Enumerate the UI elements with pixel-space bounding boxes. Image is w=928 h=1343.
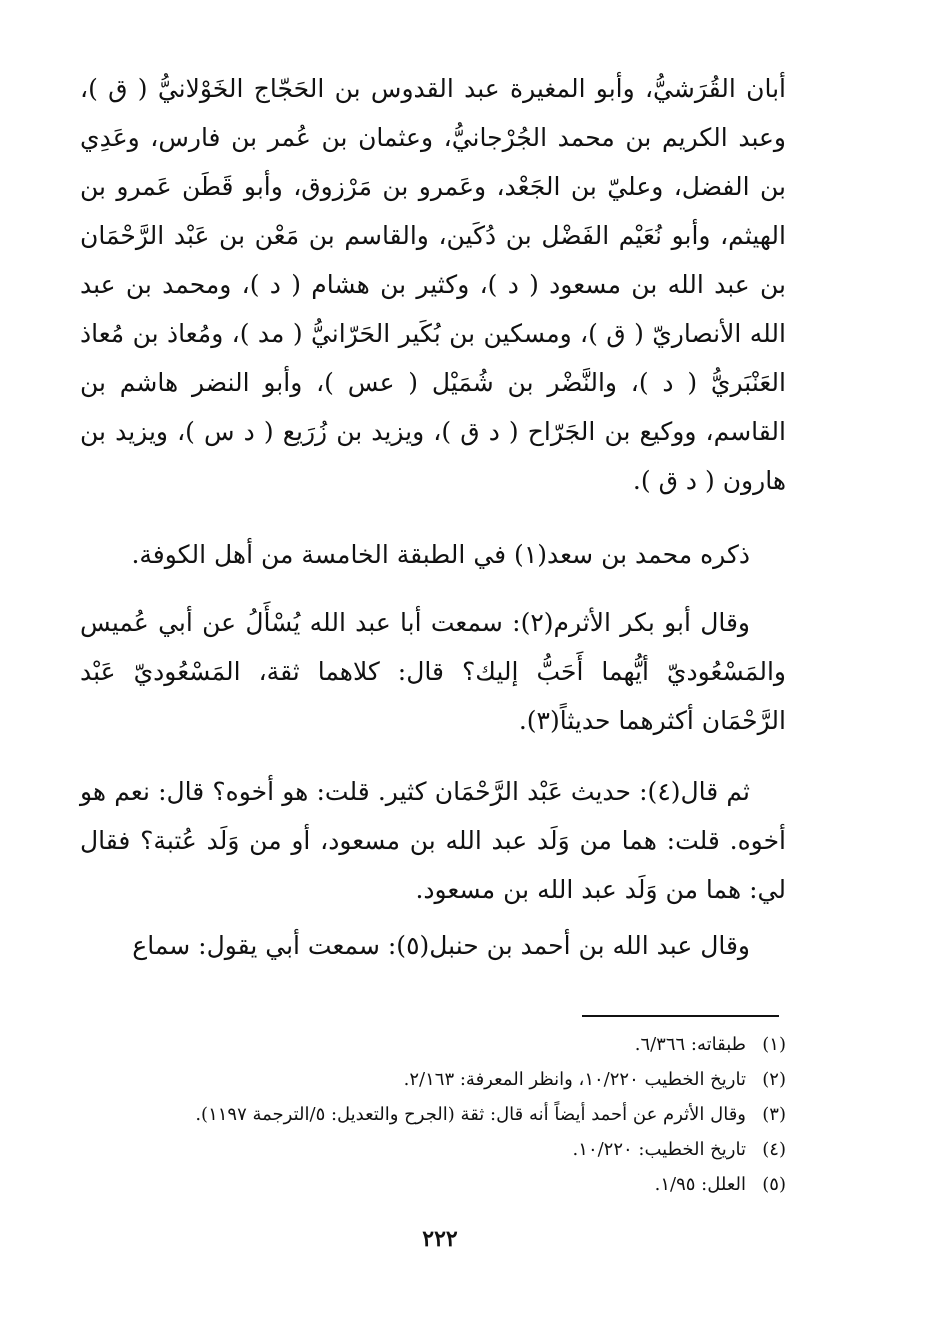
footnotes	[80, 1027, 786, 1202]
paragraph-text: وقال عبد الله بن أحمد بن حنبل(٥): سمعت أبي يقول: سماع	[132, 931, 750, 960]
paragraph-abdullah-ibn-ahmad	[80, 921, 786, 970]
paragraph-ibn-sad	[80, 530, 786, 579]
paragraph-text: ذكره محمد بن سعد(١) في الطبقة الخامسة من أهل الكوفة.	[131, 540, 750, 569]
paragraph-text: ثم قال(٤): حديث عَبْد الرَّحْمَان كثير. قلت: هو أخوه؟ قال: نعم هو أخوه. قلت: هما من وَلَد عبد الله بن مسعود، أو من وَلَد عُتبة؟ فقال لي: هما من وَلَد عبد الله بن مسعود.	[80, 777, 786, 904]
paragraph-thumma-qal	[80, 767, 786, 914]
footnote-1	[80, 1027, 786, 1062]
page-number: ٢٢٢	[422, 1226, 458, 1252]
footnote-4	[80, 1132, 786, 1167]
footnote-number: (٢)	[762, 1069, 786, 1090]
footnote-number: (٤)	[762, 1139, 786, 1160]
paragraph-text: أبان القُرَشيُّ، وأبو المغيرة عبد القدوس بن الحَجّاج الخَوْلانيُّ ( ق )، وعبد الكريم بن محمد الجُرْجانيُّ، وعثمان بن عُمر بن فارس، وعَدِي بن الفضل، وعليّ بن الجَعْد، وعَمرو بن مَرْزوق، وأبو قَطَن عَمرو بن الهيثم، وأبو نُعَيْم الفَضْل بن دُكَين، والقاسم بن مَعْن بن عَبْد الرَّحْمَان بن عبد الله بن مسعود ( د )، وكثير بن هشام ( د )، ومحمد بن عبد الله الأنصاريّ ( ق )، ومسكين بن بُكَير الحَرّانيُّ ( مد )، ومُعاذ بن مُعاذ العَنْبَريُّ ( د )، والنَّضْر بن شُمَيْل ( عس )، وأبو النضر هاشم بن القاسم، ووكيع بن الجَرّاح ( د ق )، ويزيد بن زُرَيع ( د س )، ويزيد بن هارون ( د ق ).	[80, 74, 786, 495]
footnote-divider	[582, 1015, 779, 1017]
footnote-text: طبقاته: ٦/٣٦٦.	[634, 1034, 746, 1055]
footnote-text: تاريخ الخطيب: ١٠/٢٢٠.	[572, 1139, 746, 1160]
footnote-5	[80, 1167, 786, 1202]
footnote-2	[80, 1062, 786, 1097]
paragraph-text: وقال أبو بكر الأثرم(٢): سمعت أبا عبد الله يُسْأَلُ عن أبي عُميس والمَسْعُوديّ أيُّهما أَحَبُّ إليك؟ قال: كلاهما ثقة، المَسْعُوديّ عَبْد الرَّحْمَان أكثرهما حديثاً(٣).	[80, 608, 786, 735]
footnote-text: وقال الأثرم عن أحمد أيضاً أنه قال: ثقة (الجرح والتعديل: ٥/الترجمة ١١٩٧).	[195, 1104, 746, 1125]
paragraph-narrators-list	[80, 64, 786, 505]
paragraph-athram	[80, 598, 786, 745]
footnote-number: (٥)	[762, 1174, 786, 1195]
footnote-number: (١)	[762, 1034, 786, 1055]
footnote-text: تاريخ الخطيب ١٠/٢٢٠، وانظر المعرفة: ٢/١٦٣.	[403, 1069, 746, 1090]
footnote-3	[80, 1097, 786, 1132]
footnote-text: العلل: ١/٩٥.	[654, 1174, 746, 1195]
footnote-number: (٣)	[762, 1104, 786, 1125]
